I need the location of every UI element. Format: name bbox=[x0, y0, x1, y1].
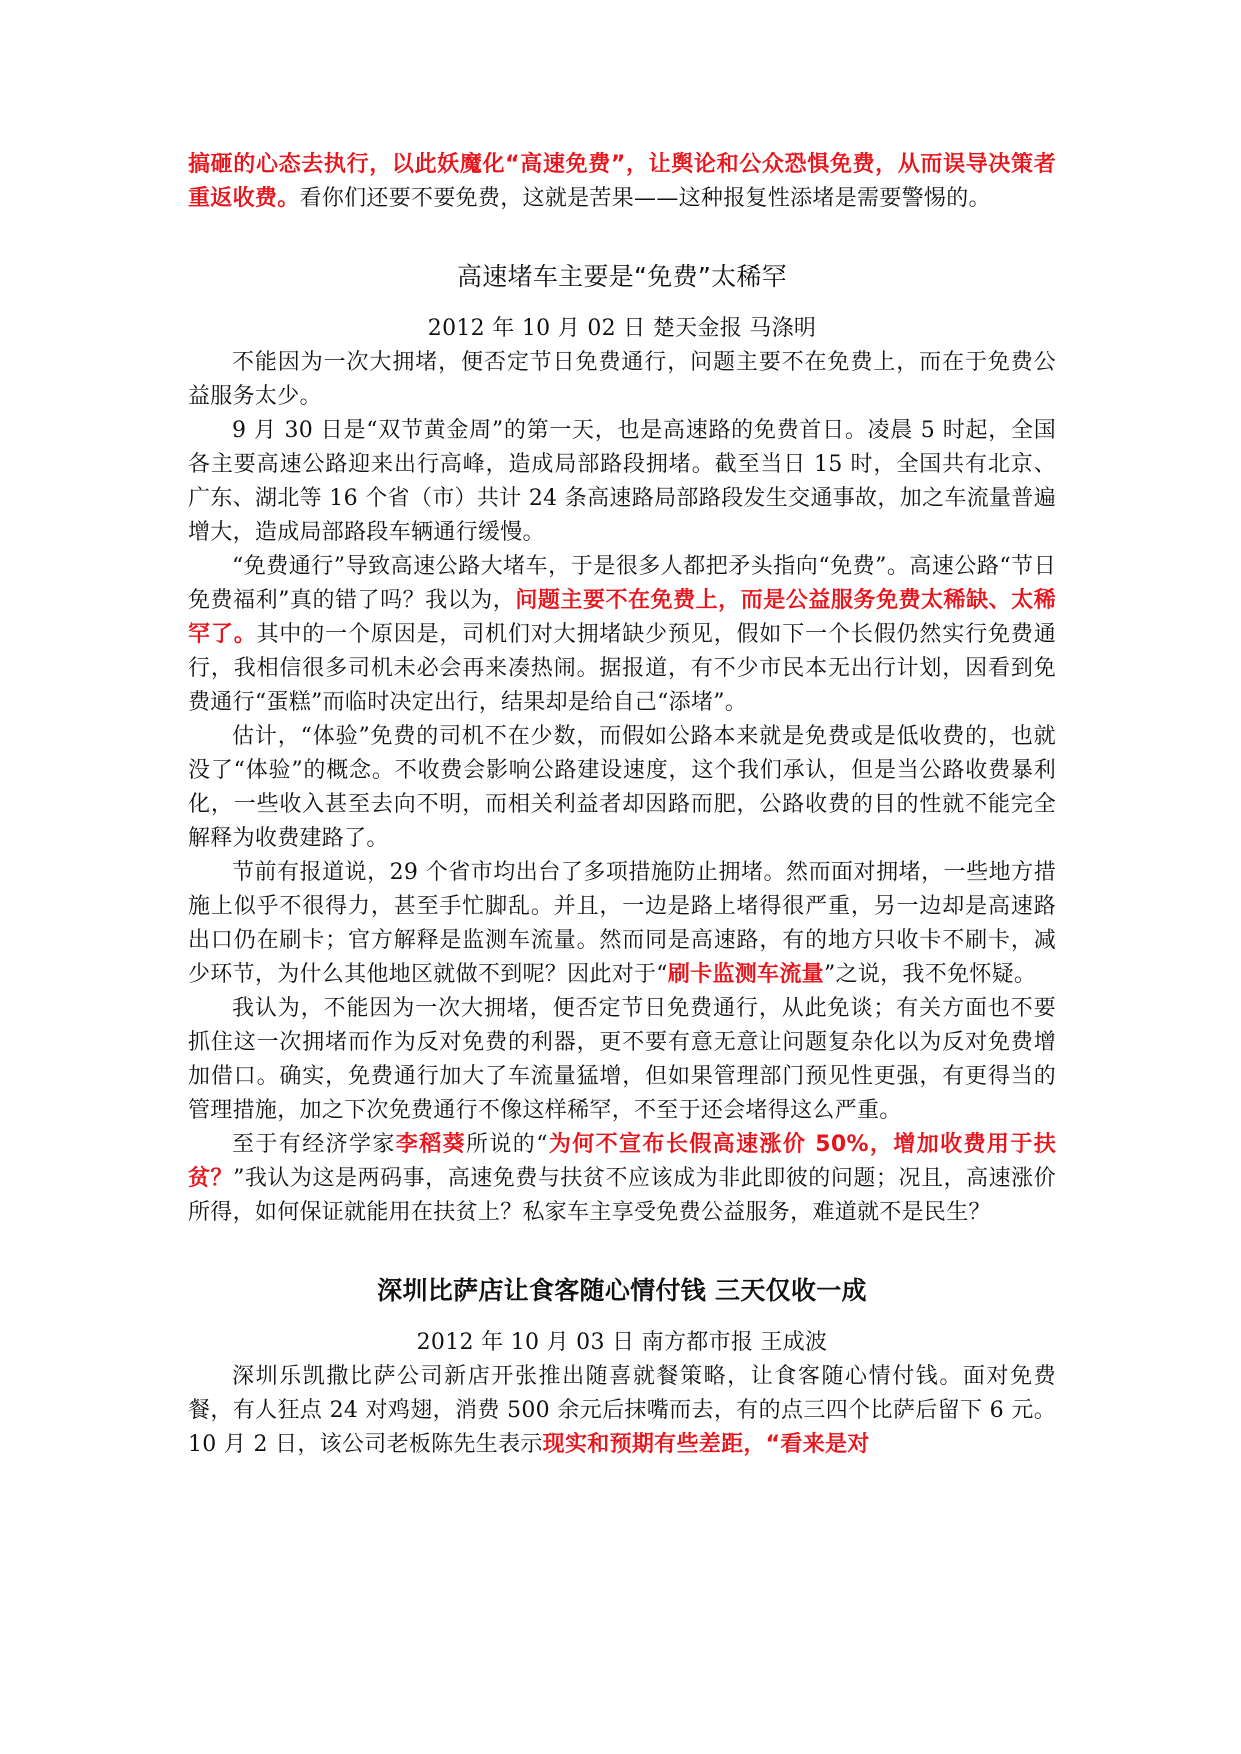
article2-title: 深圳比萨店让食客随心情付钱 三天仅收一成 bbox=[377, 1276, 867, 1305]
article1-p7-highlight-quote: 为何不宣布长假高速涨价 50%，增加收费用于扶贫？ bbox=[188, 1132, 1057, 1191]
article1-p7-text-a: 至于有经济学家 bbox=[232, 1132, 396, 1157]
article1-p7-highlight-name: 李稻葵 bbox=[395, 1132, 466, 1157]
article2-paragraph-1 bbox=[188, 1360, 1056, 1462]
article2-p1-text-a: 深圳乐凯撒比萨公司新店开张推出随喜就餐策略，让食客随心情付钱。面对免费餐，有人狂点 24 对鸡翅，消费 500 余元后抹嘴而去，有的点三四个比萨后留下 6 元。10 月 2 日，该公司老板陈先生表示 bbox=[188, 1364, 1056, 1457]
article1-title: 高速堵车主要是“免费”太稀罕 bbox=[456, 262, 788, 291]
article2-byline: 2012 年 10 月 03 日 南方都市报 王成波 bbox=[416, 1330, 828, 1355]
article1-p5-text-a: 节前有报道说，29 个省市均出台了多项措施防止拥堵。然而面对拥堵，一些地方措施上似乎不很得力，甚至手忙脚乱。并且，一边是路上堵得很严重，另一边却是高速路出口仍在刷卡；官方解释是监测车流量。然而同是高速路，有的地方只收卡不刷卡，减少环节，为什么其他地区就做不到呢？因此对于“ bbox=[188, 860, 1056, 987]
article1-p3-text-a: “免费通行”导致高速公路大堵车，于是很多人都把矛头指向“免费”。高速公路“节日免费福利”真的错了吗？我以为， bbox=[188, 554, 1056, 613]
article1-byline: 2012 年 10 月 02 日 楚天金报 马涤明 bbox=[427, 316, 817, 341]
article1-paragraph-2: 9 月 30 日是“双节黄金周”的第一天，也是高速路的免费首日。凌晨 5 时起，全国各主要高速公路迎来出行高峰，造成局部路段拥堵。截至当日 15 时，全国共有北京、广东、湖北等 16 个省（市）共计 24 条高速路局部路段发生交通事故，加之车流量普遍增大，造成局部路段车辆通行缓慢。 bbox=[188, 418, 1056, 545]
article1-p5-highlight: 刷卡监测车流量 bbox=[667, 962, 824, 987]
article1-p5-text-b: ”之说，我不免怀疑。 bbox=[823, 962, 1037, 987]
article1-p7-text-b: 所说的“ bbox=[466, 1132, 548, 1157]
intro-highlight: 搞砸的心态去执行，以此妖魔化“高速免费”，让舆论和公众恐惧免费，从而误导决策者重返收费。 bbox=[188, 152, 1056, 211]
article1-paragraph-1: 不能因为一次大拥堵，便否定节日免费通行，问题主要不在免费上，而在于免费公益服务太少。 bbox=[188, 350, 1056, 409]
article1-p3-highlight: 问题主要不在免费上，而是公益服务免费太稀缺、太稀罕了。 bbox=[188, 588, 1057, 647]
article1-p3-text-b: 其中的一个原因是，司机们对大拥堵缺少预见，假如下一个长假仍然实行免费通行，我相信很多司机未必会再来凑热闹。据报道，有不少市民本无出行计划，因看到免费通行“蛋糕”而临时决定出行，结果却是给自己“添堵”。 bbox=[188, 622, 1056, 715]
intro-paragraph bbox=[188, 148, 1056, 216]
intro-text: 看你们还要不要免费，这就是苦果——这种报复性添堵是需要警惕的。 bbox=[299, 186, 991, 211]
article2-p1-highlight: 现实和预期有些差距，“看来是对 bbox=[542, 1432, 870, 1457]
article1-paragraph-5 bbox=[188, 856, 1056, 992]
document-page bbox=[188, 148, 1056, 1462]
article1-paragraph-7 bbox=[188, 1128, 1056, 1230]
article1-paragraph-3 bbox=[188, 550, 1056, 720]
article1-paragraph-6: 我认为，不能因为一次大拥堵，便否定节日免费通行，从此免谈；有关方面也不要抓住这一次拥堵而作为反对免费的利器，更不要有意无意让问题复杂化以为反对免费增加借口。确实，免费通行加大了车流量猛增，但如果管理部门预见性更强，有更得当的管理措施，加之下次免费通行不像这样稀罕，不至于还会堵得这么严重。 bbox=[188, 996, 1056, 1123]
article1-paragraph-4: 估计，“体验”免费的司机不在少数，而假如公路本来就是免费或是低收费的，也就没了“体验”的概念。不收费会影响公路建设速度，这个我们承认，但是当公路收费暴利化，一些收入甚至去向不明，而相关利益者却因路而肥，公路收费的目的性就不能完全解释为收费建路了。 bbox=[188, 724, 1056, 851]
article1-p7-text-c: ”我认为这是两码事，高速免费与扶贫不应该成为非此即彼的问题；况且，高速涨价所得，如何保证就能用在扶贫上？私家车主享受免费公益服务，难道就不是民生？ bbox=[188, 1166, 1056, 1225]
